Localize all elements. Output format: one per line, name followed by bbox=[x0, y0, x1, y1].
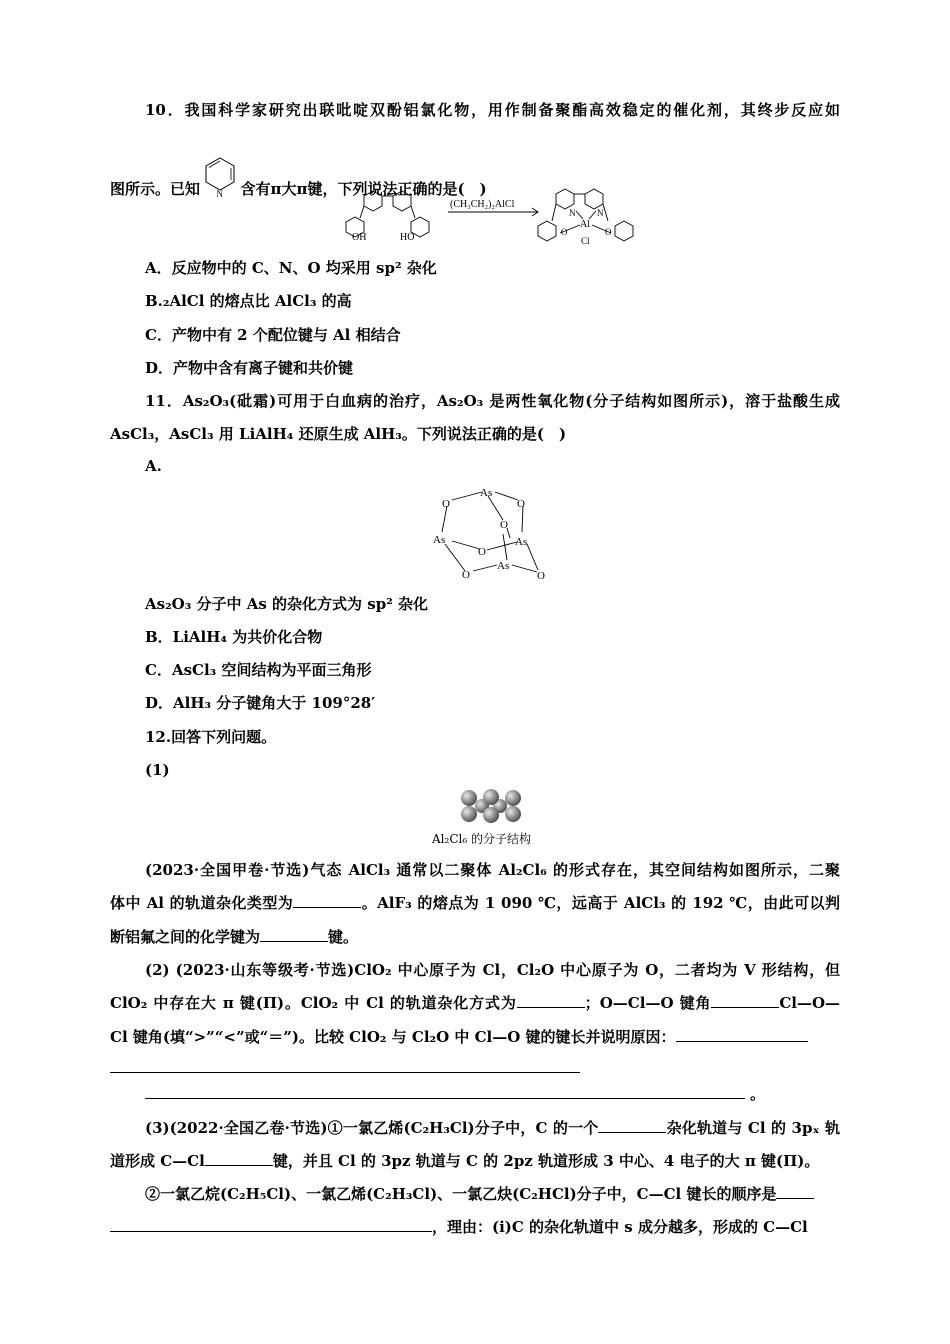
q12-p2-line2a: ClO₂ 中存在大 π 键(Π)。ClO₂ 中 Cl 的轨道杂化方式为 bbox=[110, 994, 517, 1012]
ho-label: HO bbox=[400, 232, 415, 243]
answer-blank-10[interactable] bbox=[776, 1184, 814, 1199]
q12-p3-line1b: 杂化轨道与 Cl 的 3pₓ 轨 bbox=[666, 1119, 841, 1137]
q12-p1-line3b: 键。 bbox=[328, 928, 359, 946]
q10-stem-line2a: 图所示。已知 bbox=[110, 180, 201, 198]
q10-reaction-figure bbox=[340, 185, 650, 250]
answer-line-7[interactable] bbox=[145, 1098, 745, 1099]
pyridine-n-label: N bbox=[216, 189, 224, 199]
q12-p2-line3a: Cl 键角(填“>”“<”或“＝”)。比较 ClO₂ 与 Cl₂O 中 Cl—O 键的键长并说明原因： bbox=[110, 1028, 676, 1046]
q11-option-a-label: A. bbox=[145, 457, 162, 475]
o-atom-4: O bbox=[478, 546, 486, 558]
o-atom-1: O bbox=[442, 498, 450, 510]
q12-p2-line1: (2) (2023·山东等级考·节选)ClO₂ 中心原子为 Cl，Cl₂O 中心原子为 O，二者均为 V 形结构，但 bbox=[145, 961, 840, 979]
al2cl6-model bbox=[455, 786, 527, 826]
q12-p1-line2 bbox=[110, 893, 840, 913]
answer-line-6[interactable] bbox=[110, 1072, 580, 1073]
q12-p1-line2a: 体中 Al 的轨道杂化类型为 bbox=[110, 894, 294, 912]
oh-label: OH bbox=[352, 232, 367, 243]
product-al-label: Al bbox=[580, 219, 590, 230]
reagent-label: (CH₃CH₂)₂AlCl bbox=[450, 199, 515, 210]
o-atom-6: O bbox=[537, 570, 545, 582]
q10-option-c: C．产物中有 2 个配位键与 Al 相结合 bbox=[145, 326, 401, 344]
answer-blank-4[interactable] bbox=[711, 993, 779, 1008]
q12-p2-line2b: ；O—Cl—O 键角 bbox=[584, 994, 712, 1012]
product-n-left: N bbox=[569, 208, 576, 218]
as-atom-bottom: As bbox=[497, 560, 510, 572]
product-cl-label: Cl bbox=[581, 236, 590, 246]
answer-blank-5[interactable] bbox=[676, 1027, 808, 1042]
q12-p2-end-period: 。 bbox=[750, 1085, 766, 1103]
product-o-right: O bbox=[605, 227, 612, 237]
q12-p3-line2a: 道形成 C—Cl bbox=[110, 1152, 205, 1170]
answer-blank-11[interactable] bbox=[110, 1217, 432, 1232]
q11-option-a-text: As₂O₃ 分子中 As 的杂化方式为 sp² 杂化 bbox=[145, 595, 428, 613]
o-atom-3: O bbox=[500, 519, 508, 531]
al2cl6-caption: Al₂Cl₆ 的分子结构 bbox=[432, 832, 531, 846]
q12-p2-line2 bbox=[110, 993, 840, 1013]
q12-p3-line3 bbox=[145, 1184, 840, 1204]
q12-p2-line3 bbox=[110, 1027, 840, 1047]
q12-p3-line3-text: ②一氯乙烷(C₂H₅Cl)、一氯乙烯(C₂H₃Cl)、一氯乙炔(C₂HCl)分子中，C—Cl 键长的顺序是 bbox=[145, 1185, 777, 1203]
q12-p3-line1a: (3)(2022·全国乙卷·节选)①一氯乙烯(C₂H₃Cl)分子中，C 的一个 bbox=[145, 1119, 599, 1137]
product-n-right: N bbox=[597, 208, 604, 218]
q12-p3-line4 bbox=[110, 1217, 840, 1237]
o-atom-2: O bbox=[517, 498, 525, 510]
q10-option-a: A．反应物中的 C、N、O 均采用 sp² 杂化 bbox=[145, 259, 437, 277]
q12-p1-line2b: 。AlF₃ 的熔点为 1 090 ℃，远高于 AlCl₃ 的 192 ℃，由此可以判 bbox=[361, 894, 840, 912]
q10-option-b: B.₂AlCl 的熔点比 AlCl₃ 的高 bbox=[145, 292, 352, 310]
q12-p2-line2c: Cl—O— bbox=[779, 994, 841, 1012]
answer-blank-9[interactable] bbox=[205, 1151, 273, 1166]
q10-option-d: D．产物中含有离子键和共价键 bbox=[145, 359, 354, 377]
as2o3-structure bbox=[425, 478, 560, 586]
q10-stem-line1: 10．我国科学家研究出联吡啶双酚铝氯化物，用作制备聚酯高效稳定的催化剂，其终步反应如 bbox=[145, 101, 840, 119]
answer-blank-8[interactable] bbox=[598, 1118, 666, 1133]
as-atom-right: As bbox=[515, 536, 528, 548]
q12-p3-line1 bbox=[145, 1118, 840, 1138]
q11-stem-line2: AsCl₃，AsCl₃ 用 LiAlH₄ 还原生成 AlH₃。下列说法正确的是( ) bbox=[110, 425, 567, 443]
q11-option-c: C．AsCl₃ 空间结构为平面三角形 bbox=[145, 661, 372, 679]
q12-part1-label: (1) bbox=[145, 761, 170, 779]
q12-title: 12.回答下列问题。 bbox=[145, 728, 277, 746]
answer-blank-1[interactable] bbox=[293, 893, 361, 908]
product-o-left: O bbox=[561, 227, 568, 237]
pyridine-structure bbox=[203, 156, 237, 200]
q11-option-b: B．LiAlH₄ 为共价化合物 bbox=[145, 628, 323, 646]
q12-p1-line3a: 断铝氟之间的化学键为 bbox=[110, 928, 261, 946]
o-atom-5: O bbox=[462, 569, 470, 581]
q12-p1-line3 bbox=[110, 927, 840, 947]
q12-p3-line4-text: ，理由：(i)C 的杂化轨道中 s 成分越多，形成的 C—Cl bbox=[432, 1218, 808, 1236]
as-atom-left: As bbox=[433, 534, 446, 546]
q10-stem-line2b: 含有π大π键，下列说法正确的是( ) bbox=[240, 180, 487, 198]
as-atom-top: As bbox=[480, 487, 493, 499]
q12-p3-line2 bbox=[110, 1151, 840, 1171]
q12-p3-line2b: 键，并且 Cl 的 3pz 轨道与 C 的 2pz 轨道形成 3 中心、4 电子的大 π 键(Π)。 bbox=[272, 1152, 820, 1170]
q11-option-d: D．AlH₃ 分子键角大于 109°28′ bbox=[145, 694, 376, 712]
answer-blank-3[interactable] bbox=[517, 993, 585, 1008]
answer-blank-2[interactable] bbox=[260, 927, 328, 942]
q12-p1-line1: (2023·全国甲卷·节选)气态 AlCl₃ 通常以二聚体 Al₂Cl₆ 的形式存在，其空间结构如图所示，二聚 bbox=[145, 861, 840, 879]
q11-stem-line1: 11．As₂O₃(砒霜)可用于白血病的治疗，As₂O₃ 是两性氧化物(分子结构如图所示)，溶于盐酸生成 bbox=[145, 392, 840, 410]
